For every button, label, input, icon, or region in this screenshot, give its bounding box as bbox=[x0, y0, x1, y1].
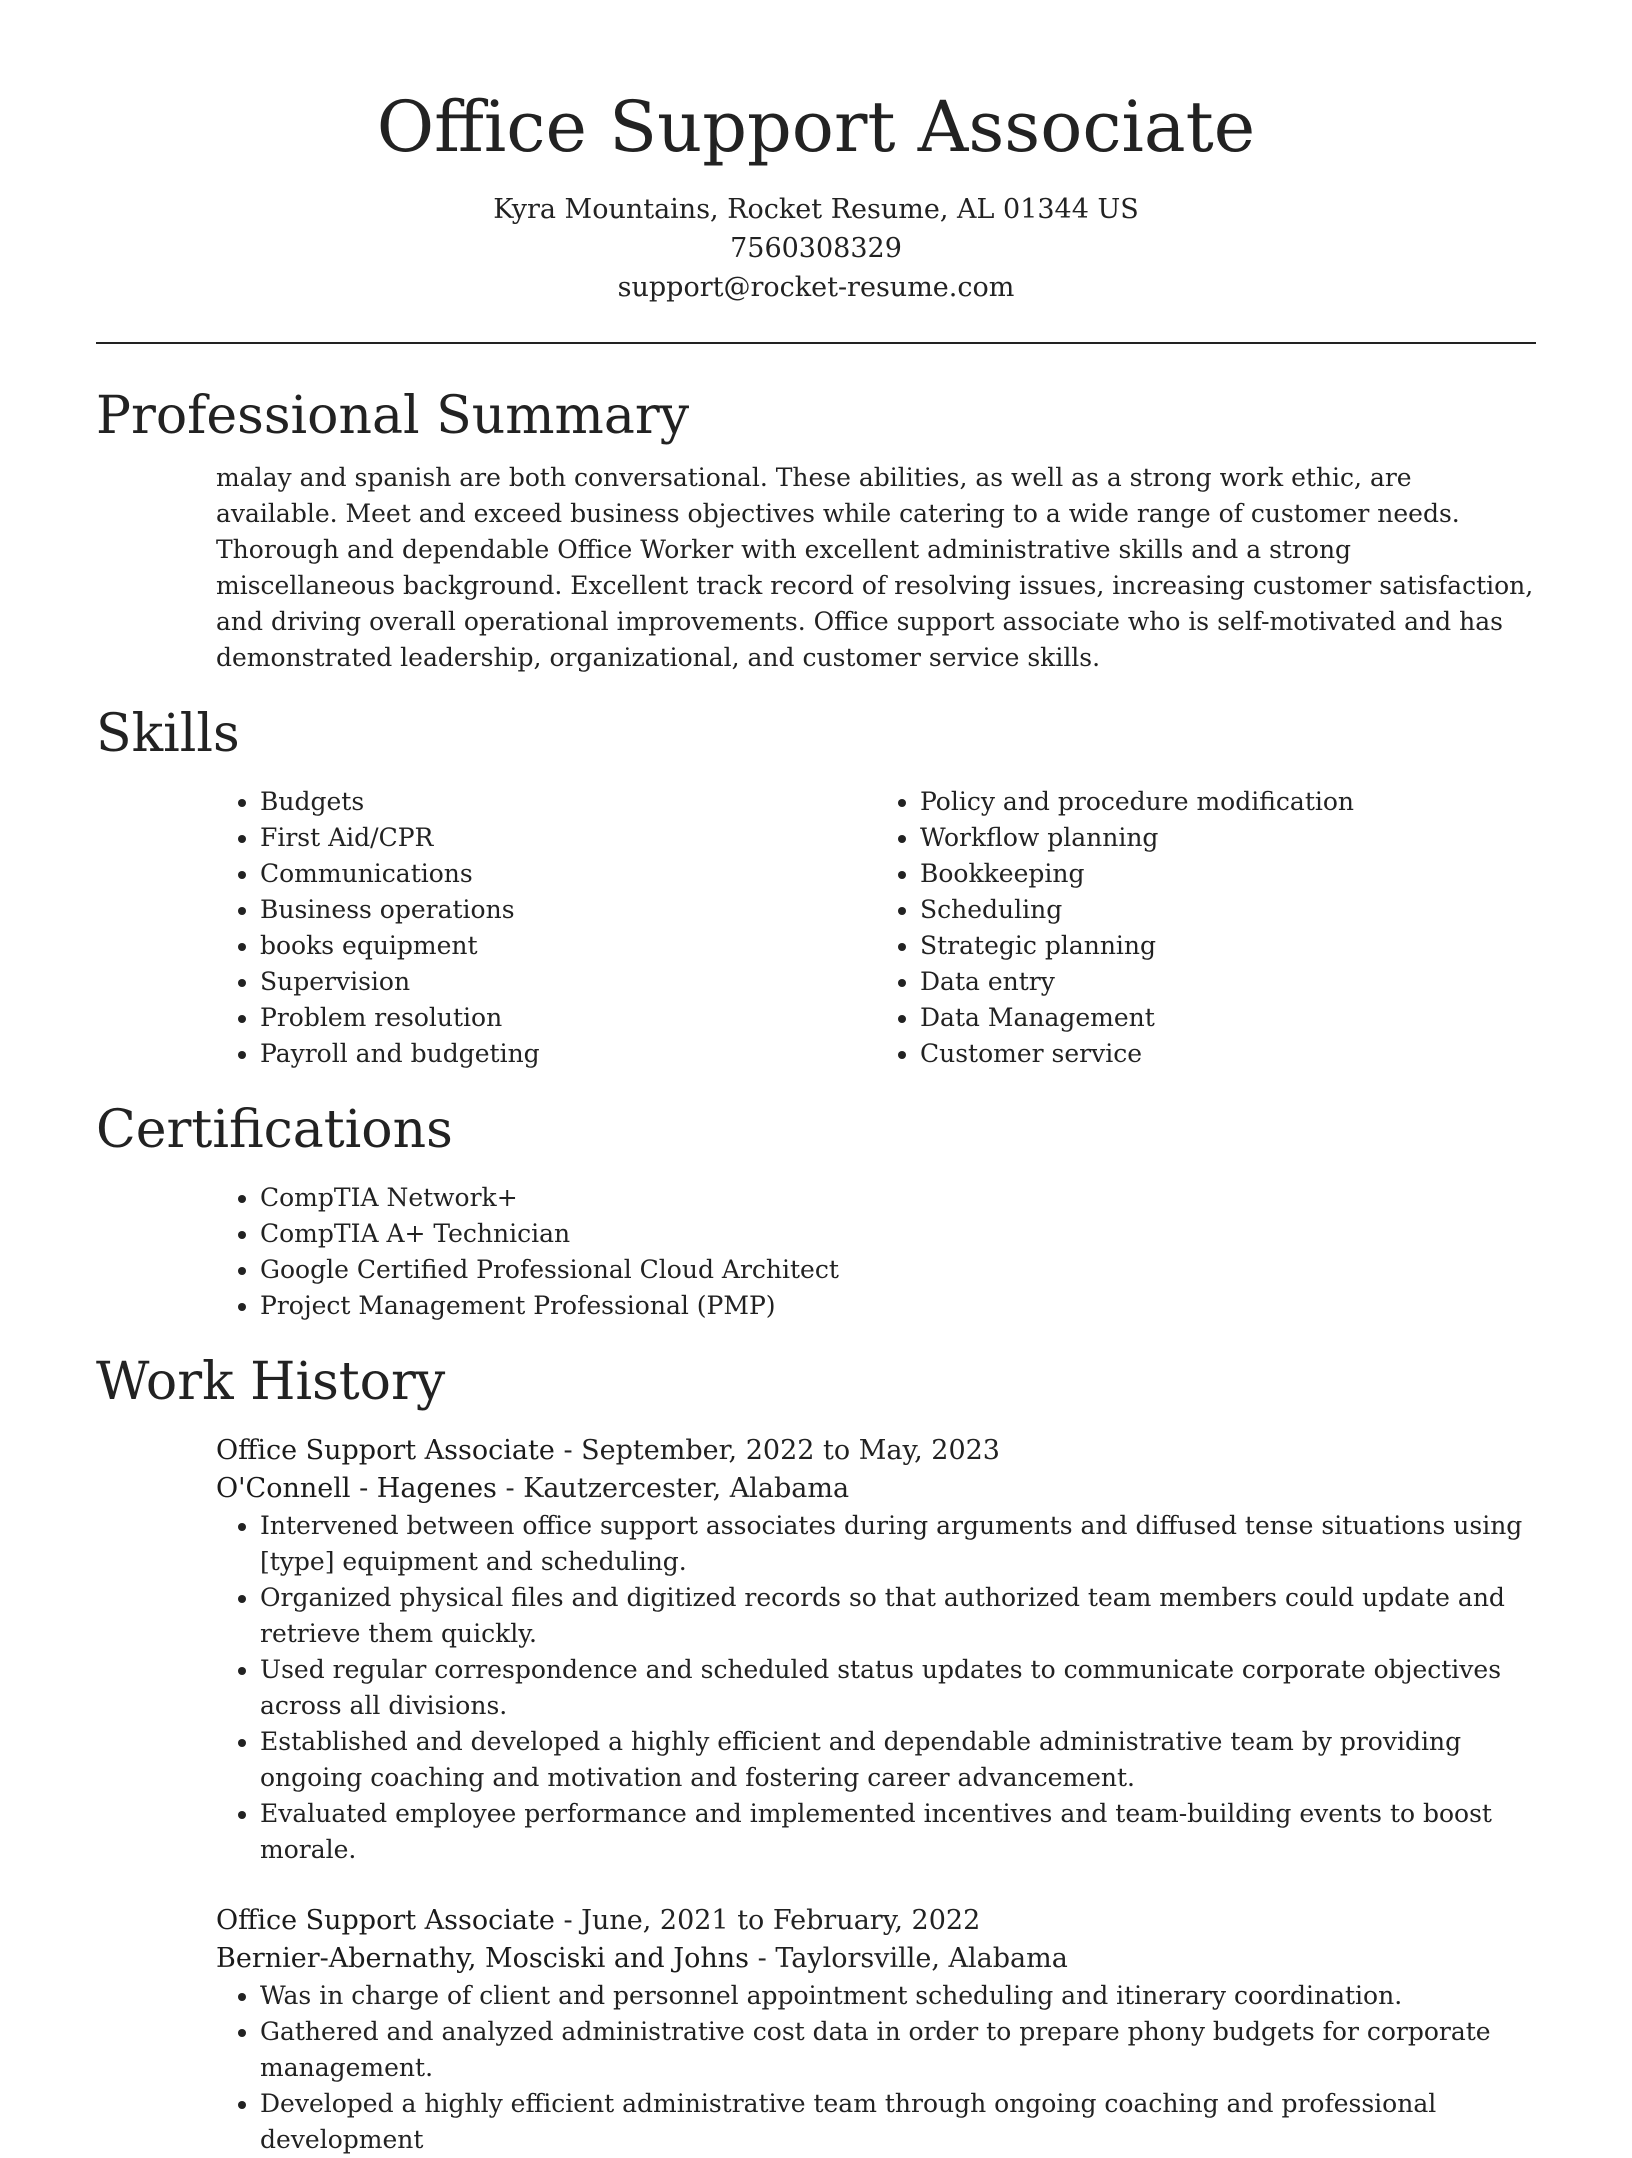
skill-item: • Budgets bbox=[260, 784, 876, 820]
header-divider bbox=[96, 342, 1536, 344]
summary-heading: Professional Summary bbox=[96, 386, 690, 446]
resume-title: Office Support Associate bbox=[376, 86, 1256, 168]
job-separator: - bbox=[505, 1473, 524, 1504]
skill-item: • Policy and procedure modification bbox=[920, 784, 1536, 820]
certifications-section bbox=[96, 1094, 1536, 1324]
job-company: Bernier-Abernathy, Mosciski and Johns bbox=[216, 1943, 749, 1974]
certification-item: • CompTIA A+ Technician bbox=[260, 1216, 1536, 1252]
summary-section bbox=[96, 380, 1536, 676]
job-bullets bbox=[216, 1978, 1536, 2158]
skill-item: • Bookkeeping bbox=[920, 856, 1536, 892]
skills-section bbox=[96, 698, 1536, 1072]
skills-right-column bbox=[876, 784, 1536, 1072]
job-company-line bbox=[216, 1940, 1536, 1978]
job-dates: June, 2021 to February, 2022 bbox=[581, 1905, 981, 1936]
skill-item: • First Aid/CPR bbox=[260, 820, 876, 856]
skill-item: • Scheduling bbox=[920, 892, 1536, 928]
skill-item: • Problem resolution bbox=[260, 1000, 876, 1036]
job-separator: - bbox=[563, 1435, 582, 1466]
job-bullet: • Intervened between office support associates during arguments and diffused tense situations using [type] equipment and scheduling. bbox=[260, 1508, 1536, 1580]
skill-item: • Communications bbox=[260, 856, 876, 892]
certifications-list bbox=[216, 1180, 1536, 1324]
certification-item: • Project Management Professional (PMP) bbox=[260, 1288, 1536, 1324]
certification-item: • Google Certified Professional Cloud Architect bbox=[260, 1252, 1536, 1288]
skill-item: • Customer service bbox=[920, 1036, 1536, 1072]
work-history-section bbox=[96, 1346, 1536, 2158]
job-location: Taylorsville, Alabama bbox=[775, 1943, 1068, 1974]
skill-item: • books equipment bbox=[260, 928, 876, 964]
skill-item: • Business operations bbox=[260, 892, 876, 928]
certification-item: • CompTIA Network+ bbox=[260, 1180, 1536, 1216]
skill-item: • Workflow planning bbox=[920, 820, 1536, 856]
skill-item: • Supervision bbox=[260, 964, 876, 1000]
resume-header bbox=[0, 84, 1632, 307]
resume-content bbox=[96, 380, 1536, 2158]
job-bullet: • Established and developed a highly efficient and dependable administrative team by providing ongoing coaching and motivation and fostering career advancement. bbox=[260, 1724, 1536, 1796]
job-bullet: • Organized physical files and digitized records so that authorized team members could update and retrieve them quickly. bbox=[260, 1580, 1536, 1652]
job-company-line bbox=[216, 1470, 1536, 1508]
certifications-heading: Certifications bbox=[96, 1100, 453, 1160]
job-bullet: • Used regular correspondence and scheduled status updates to communicate corporate objectives across all divisions. bbox=[260, 1652, 1536, 1724]
job-title: Office Support Associate bbox=[216, 1905, 555, 1936]
skill-item: • Data Management bbox=[920, 1000, 1536, 1036]
job-title: Office Support Associate bbox=[216, 1435, 555, 1466]
skills-left-column bbox=[216, 784, 876, 1072]
contact-info bbox=[0, 190, 1632, 307]
job-bullet: • Evaluated employee performance and implemented incentives and team-building events to boost morale. bbox=[260, 1796, 1536, 1868]
skills-grid bbox=[216, 784, 1536, 1072]
summary-text: malay and spanish are both conversational. These abilities, as well as a strong work ethic, are available. Meet and exceed business objectives while catering to a wide range of customer needs. Thorough and dependable Office Worker with excellent administrative skills and a strong miscellaneous background. Excellent track record of resolving issues, increasing customer satisfaction, and driving overall operational improvements. Office support associate who is self-motivated and has demonstrated leadership, organizational, and customer service skills. bbox=[216, 463, 1534, 672]
contact-address: Kyra Mountains, Rocket Resume, AL 01344 US bbox=[493, 194, 1139, 225]
job-company: O'Connell - Hagenes bbox=[216, 1473, 497, 1504]
job-separator: - bbox=[757, 1943, 776, 1974]
certifications-bullets bbox=[216, 1180, 1536, 1324]
job-title-line bbox=[216, 1902, 1536, 1940]
skill-item: • Payroll and budgeting bbox=[260, 1036, 876, 1072]
job-location: Kautzercester, Alabama bbox=[523, 1473, 850, 1504]
skill-item: • Strategic planning bbox=[920, 928, 1536, 964]
skills-heading: Skills bbox=[96, 704, 240, 764]
job-bullet: • Developed a highly efficient administrative team through ongoing coaching and professional development bbox=[260, 2086, 1536, 2158]
job-bullet: • Gathered and analyzed administrative cost data in order to prepare phony budgets for corporate management. bbox=[260, 2014, 1536, 2086]
job-dates: September, 2022 to May, 2023 bbox=[581, 1435, 1000, 1466]
work-history-heading: Work History bbox=[96, 1352, 446, 1412]
job-separator: - bbox=[563, 1905, 582, 1936]
job-entry bbox=[216, 1902, 1536, 2158]
contact-email: support@rocket-resume.com bbox=[617, 272, 1015, 303]
job-bullets bbox=[216, 1508, 1536, 1868]
job-title-line bbox=[216, 1432, 1536, 1470]
contact-phone: 7560308329 bbox=[730, 233, 902, 264]
job-bullet: • Was in charge of client and personnel appointment scheduling and itinerary coordination. bbox=[260, 1978, 1536, 2014]
job-entry bbox=[216, 1432, 1536, 1868]
skill-item: • Data entry bbox=[920, 964, 1536, 1000]
